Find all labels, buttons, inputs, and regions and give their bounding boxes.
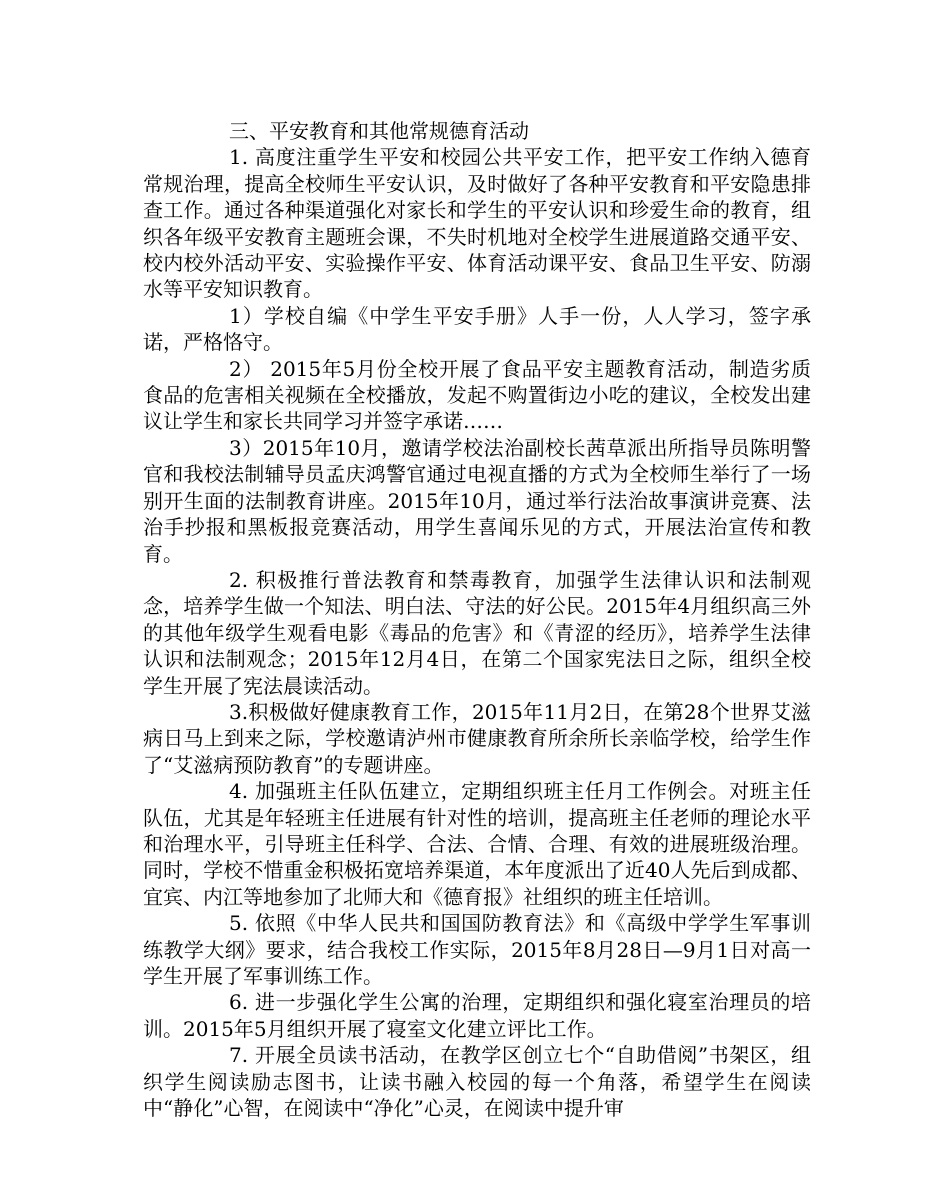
paragraph-3-health-education: 3.积极做好健康教育工作，2015年11月2日，在第28个世界艾滋病日马上到来之际，学校邀请泸州市健康教育所余所长亲临学校，给学生作了“艾滋病预防教育”的专题讲座。 [143,699,811,777]
paragraph-6-dormitory-management: 6. 进一步强化学生公寓的治理，定期组织和强化寝室治理员的培训。2015年5月组织开展了寝室文化建立评比工作。 [143,990,811,1041]
paragraph-7-reading-activity: 7. 开展全员读书活动，在教学区创立七个“自助借阅”书架区，组织学生阅读励志图书，让读书融入校园的每一个角落，希望学生在阅读中“静化”心智，在阅读中“净化”心灵，在阅读中提升审 [143,1043,811,1121]
document-body [143,118,811,1121]
paragraph-food-safety: 2） 2015年5月份全校开展了食品平安主题教育活动，制造劣质食品的危害相关视频在全校播放，发起不购置街边小吃的建议，全校发出建议让学生和家长共同学习并签字承诺…… [143,356,811,434]
paragraph-5-military-training: 5. 依照《中华人民共和国国防教育法》和《高级中学学生军事训练教学大纲》要求，结合我校工作实际，2015年8月28日—9月1日对高一学生开展了军事训练工作。 [143,911,811,988]
paragraph-1-safety-work: 1. 高度注重学生平安和校园公共平安工作，把平安工作纳入德育常规治理，提高全校师生平安认识，及时做好了各种平安教育和平安隐患排查工作。通过各种渠道强化对家长和学生的平安认识和珍爱生命的教育，组织各年级平安教育主题班会课，不失时机地对全校学生进展道路交通平安、校内校外活动平安、实验操作平安、体育活动课平安、食品卫生平安、防溺水等平安知识教育。 [143,145,811,302]
paragraph-2-law-education: 2. 积极推行普法教育和禁毒教育，加强学生法律认识和法制观念，培养学生做一个知法、明白法、守法的好公民。2015年4月组织高三外的其他年级学生观看电影《毒品的危害》和《青涩的经历》，培养学生法律认识和法制观念；2015年12月4日，在第二个国家宪法日之际，组织全校学生开展了宪法晨读活动。 [143,567,811,698]
paragraph-safety-handbook: 1）学校自编《中学生平安手册》人手一份，人人学习，签字承诺，严格恪守。 [143,303,811,355]
paragraph-legal-lecture: 3）2015年10月，邀请学校法治副校长茜草派出所指导员陈明警官和我校法制辅导员孟庆鸿警官通过电视直播的方式为全校师生举行了一场别开生面的法制教育讲座。2015年10月，通过举行法治故事演讲竞赛、法治手抄报和黑板报竞赛活动，用学生喜闻乐见的方式，开展法治宣传和教育。 [143,435,811,566]
section-heading: 三、平安教育和其他常规德育活动 [229,119,529,143]
paragraph-4-head-teacher-team: 4. 加强班主任队伍建立，定期组织班主任月工作例会。对班主任队伍，尤其是年轻班主任进展有针对性的培训，提高班主任老师的理论水平和治理水平，引导班主任科学、合法、合情、合理、有效的进展班级治理。同时，学校不惜重金积极拓宽培养渠道，本年度派出了近40人先后到成都、宜宾、内江等地参加了北师大和《德育报》社组织的班主任培训。 [143,779,811,909]
